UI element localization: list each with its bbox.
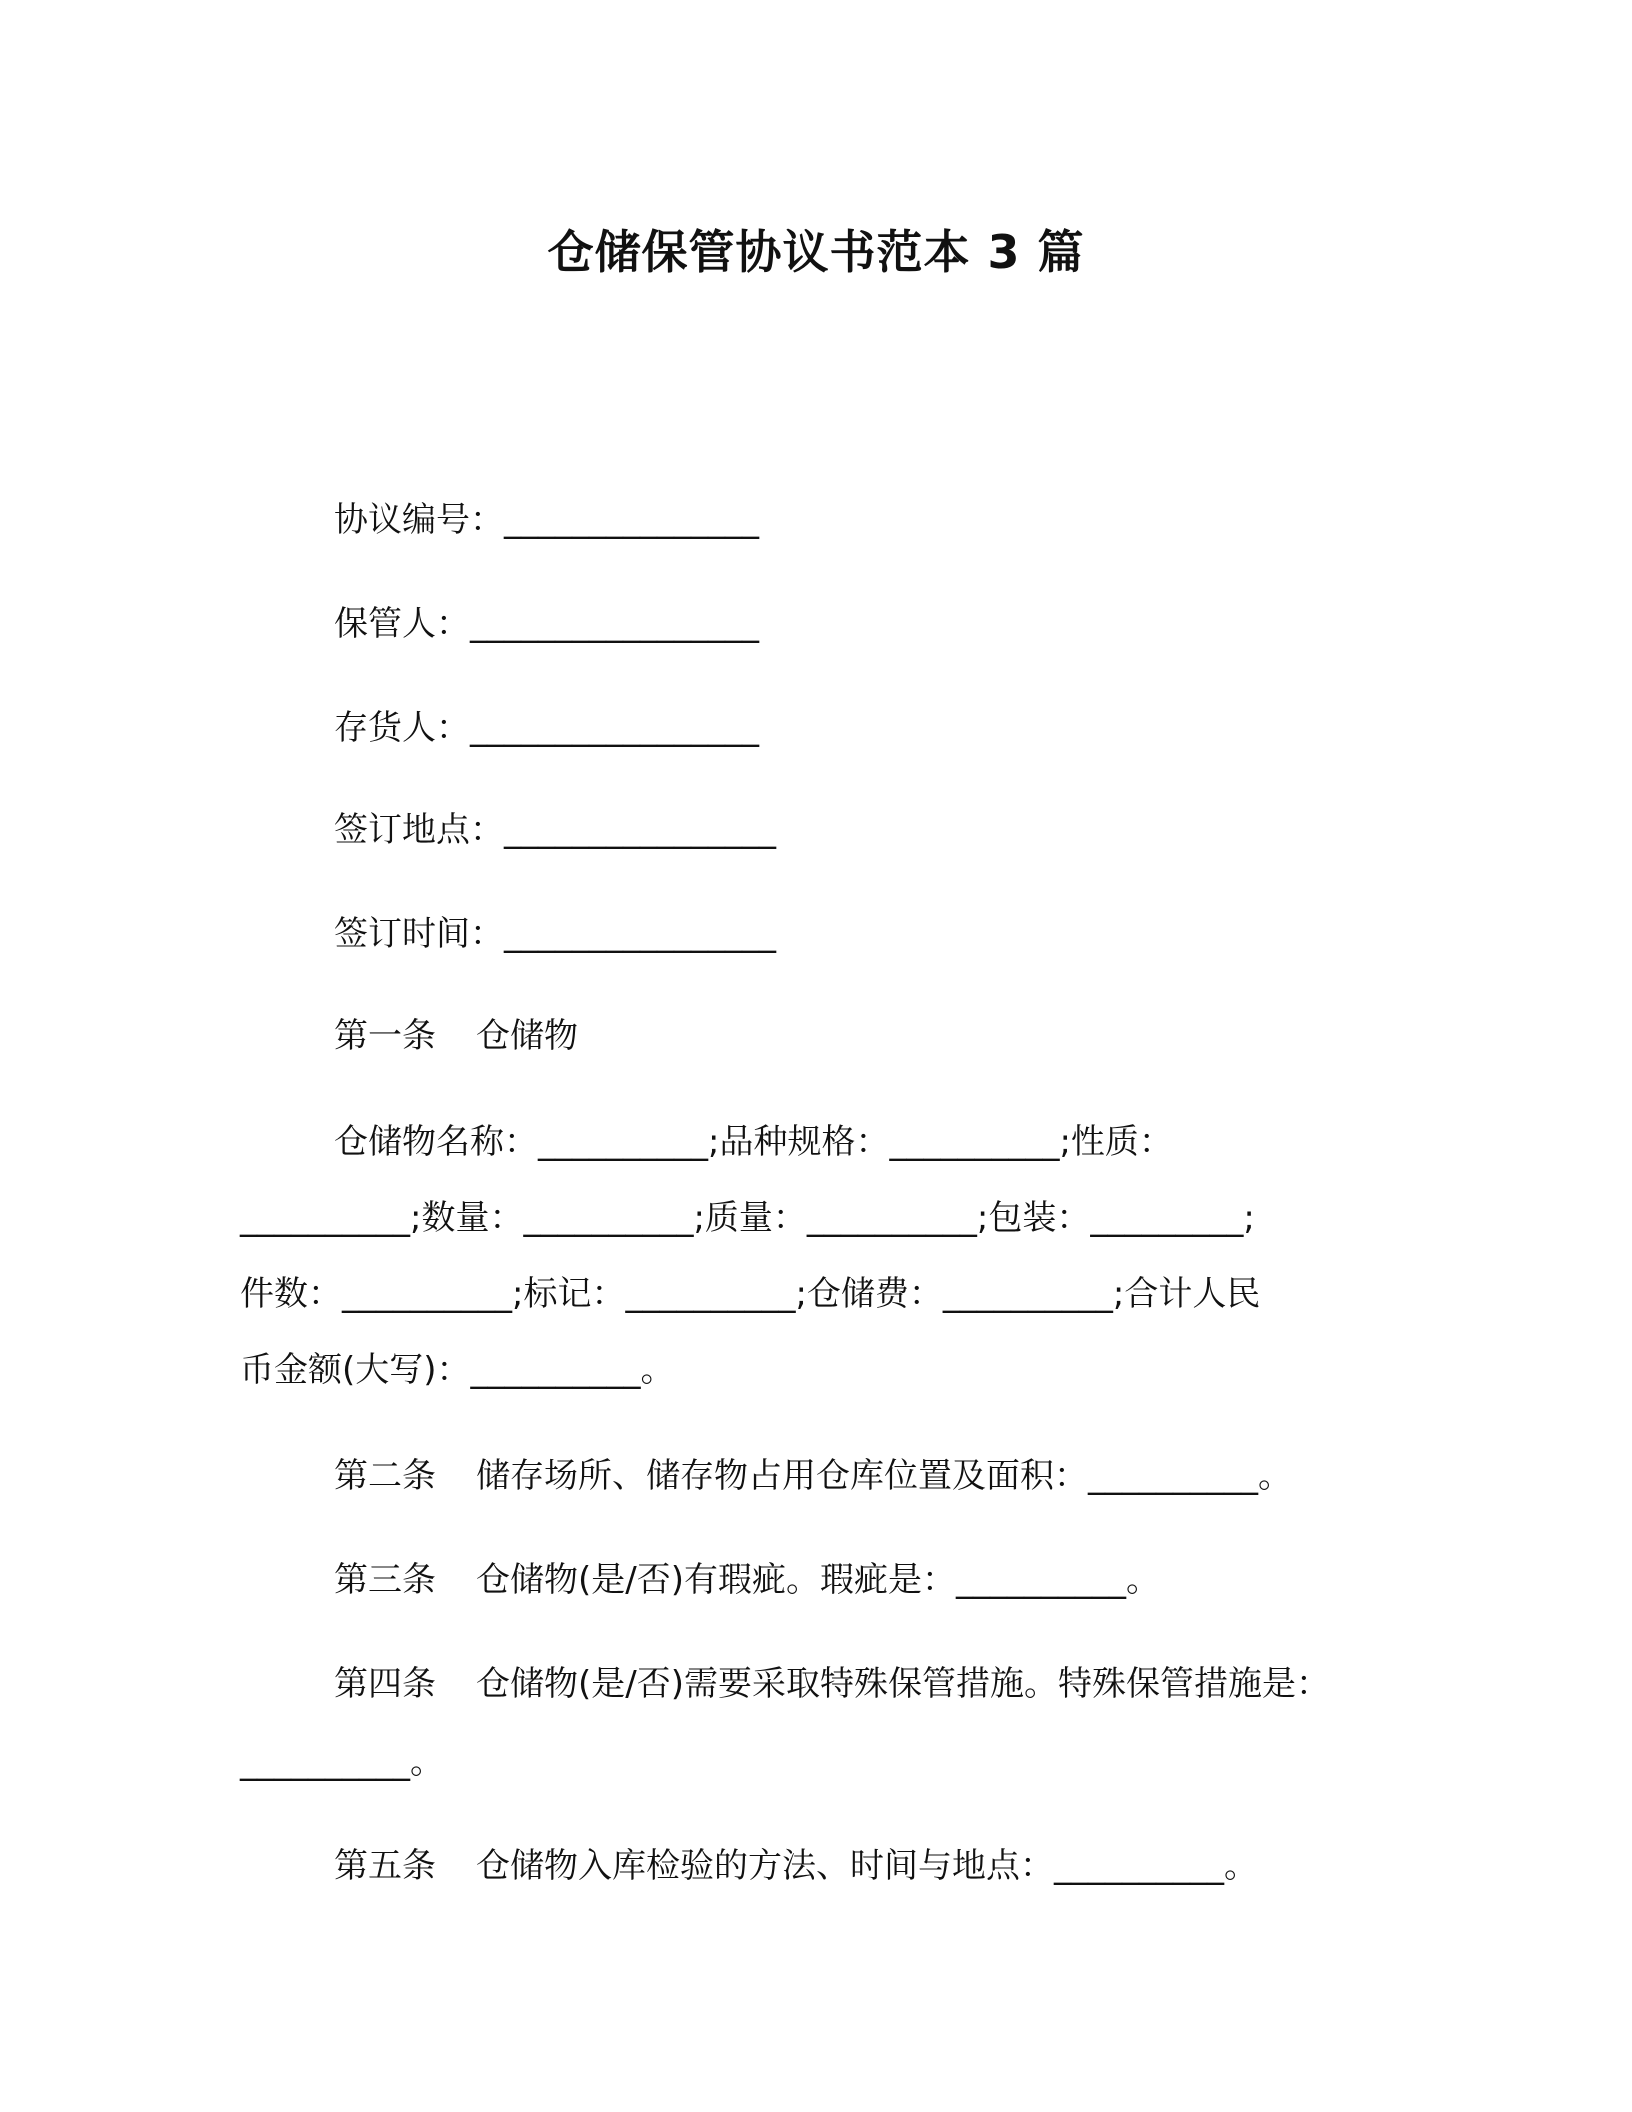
- article-1-line-3: 件数：__________;标记：__________;仓储费：__________;合计人民: [240, 1274, 1261, 1314]
- fill-blank: ________________: [504, 914, 776, 954]
- article-number: 第五条: [334, 1846, 436, 1886]
- field-signing-place: [334, 806, 776, 854]
- article-text: 仓储物(是/否)有瑕疵。瑕疵是：__________。: [476, 1560, 1160, 1600]
- article-number: 第四条: [334, 1664, 436, 1704]
- fill-blank: ________________: [504, 810, 776, 850]
- article-1-line-2: __________;数量：__________;质量：__________;包装：_________;: [240, 1198, 1255, 1238]
- article-number: 第一条: [334, 1016, 436, 1056]
- fill-blank: _________________: [470, 604, 759, 644]
- field-agreement-number: [334, 496, 759, 544]
- article-text: 储存场所、储存物占用仓库位置及面积：__________。: [476, 1456, 1292, 1496]
- field-depositor: [334, 704, 759, 752]
- document-title: 仓储保管协议书范本 3 篇: [547, 225, 1085, 279]
- article-1-line-1: 仓储物名称：__________;品种规格：__________;性质：: [334, 1122, 1173, 1162]
- article-title: 仓储物: [476, 1016, 578, 1056]
- field-custodian: [334, 600, 759, 648]
- article-4: [334, 1660, 1330, 1708]
- article-5: [334, 1842, 1258, 1890]
- fill-blank: _______________: [504, 500, 759, 540]
- field-signing-time: [334, 910, 776, 958]
- article-number: 第三条: [334, 1560, 436, 1600]
- article-text: 仓储物(是/否)需要采取特殊保管措施。特殊保管措施是：: [476, 1664, 1330, 1704]
- article-1-line-4: 币金额(大写)：__________。: [240, 1350, 675, 1390]
- article-3: [334, 1556, 1160, 1604]
- article-4-continuation: __________。: [240, 1742, 444, 1782]
- article-number: 第二条: [334, 1456, 436, 1496]
- fill-blank: _________________: [470, 708, 759, 748]
- article-2: [334, 1452, 1292, 1500]
- field-label: 签订地点：: [334, 810, 504, 850]
- article-1-heading: [334, 1012, 578, 1060]
- field-label: 存货人：: [334, 708, 470, 748]
- article-text: 仓储物入库检验的方法、时间与地点：__________。: [476, 1846, 1258, 1886]
- field-label: 签订时间：: [334, 914, 504, 954]
- field-label: 保管人：: [334, 604, 470, 644]
- field-label: 协议编号：: [334, 500, 504, 540]
